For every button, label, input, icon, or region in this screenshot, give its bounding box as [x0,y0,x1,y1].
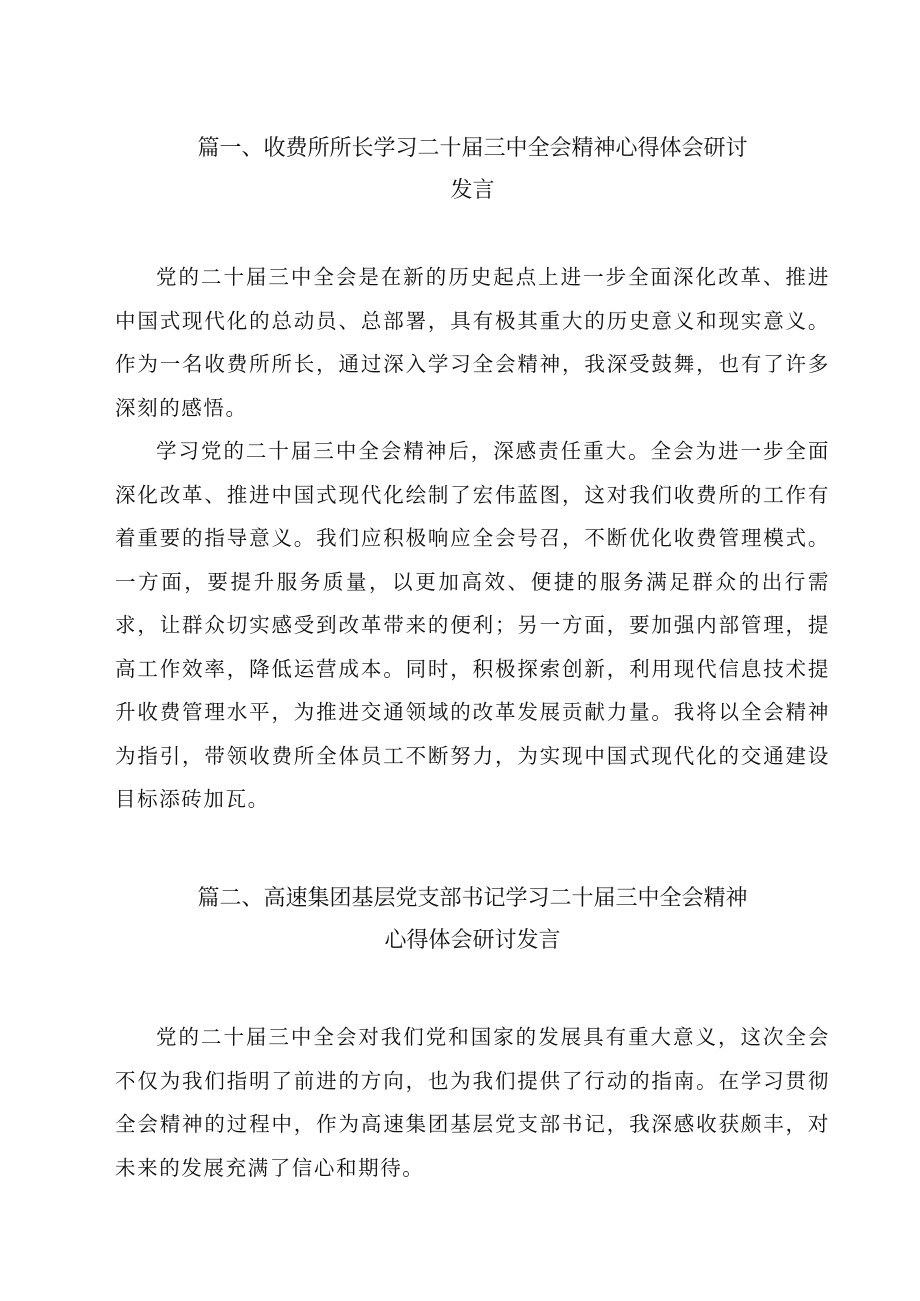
section-1-paragraph-2: 学习党的二十届三中全会精神后，深感责任重大。全会为进一步全面深化改革、推进中国式现代化绘制了宏伟蓝图，这对我们收费所的工作有着重要的指导意义。我们应积极响应全会号召，不断优化收费管理模式。一方面，要提升服务质量，以更加高效、便捷的服务满足群众的出行需求，让群众切实感受到改革带来的便利；另一方面，要加强内部管理，提高工作效率，降低运营成本。同时，积极探索创新，利用现代信息技术提升收费管理水平，为推进交通领域的改革发展贡献力量。我将以全会精神为指引，带领收费所全体员工不断努力，为实现中国式现代化的交通建设目标添砖加瓦。 [115,439,830,811]
section-1-title-line-1: 篇一、收费所所长学习二十届三中全会精神心得体会研讨 [197,136,748,161]
section-2-title-line-1: 篇二、高速集团基层党支部书记学习二十届三中全会精神 [197,886,748,911]
section-1-title [115,128,830,212]
section-2-body [115,1016,830,1190]
section-1-paragraph-1: 党的二十届三中全会是在新的历史起点上进一步全面深化改革、推进中国式现代化的总动员、总部署，具有极其重大的历史意义和现实意义。作为一名收费所所长，通过深入学习全会精神，我深受鼓舞，也有了许多深刻的感悟。 [115,265,830,420]
article-section-2 [115,878,830,1190]
section-2-paragraph-1: 党的二十届三中全会对我们党和国家的发展具有重大意义，这次全会不仅为我们指明了前进的方向，也为我们提供了行动的指南。在学习贯彻全会精神的过程中，作为高速集团基层党支部书记，我深感收获颇丰，对未来的发展充满了信心和期待。 [115,1025,830,1180]
section-1-title-line-2: 发言 [450,178,495,203]
article-section-1 [115,128,830,822]
section-2-title [115,878,830,962]
section-1-body [115,256,830,822]
section-2-title-line-2: 心得体会研讨发言 [384,928,561,953]
